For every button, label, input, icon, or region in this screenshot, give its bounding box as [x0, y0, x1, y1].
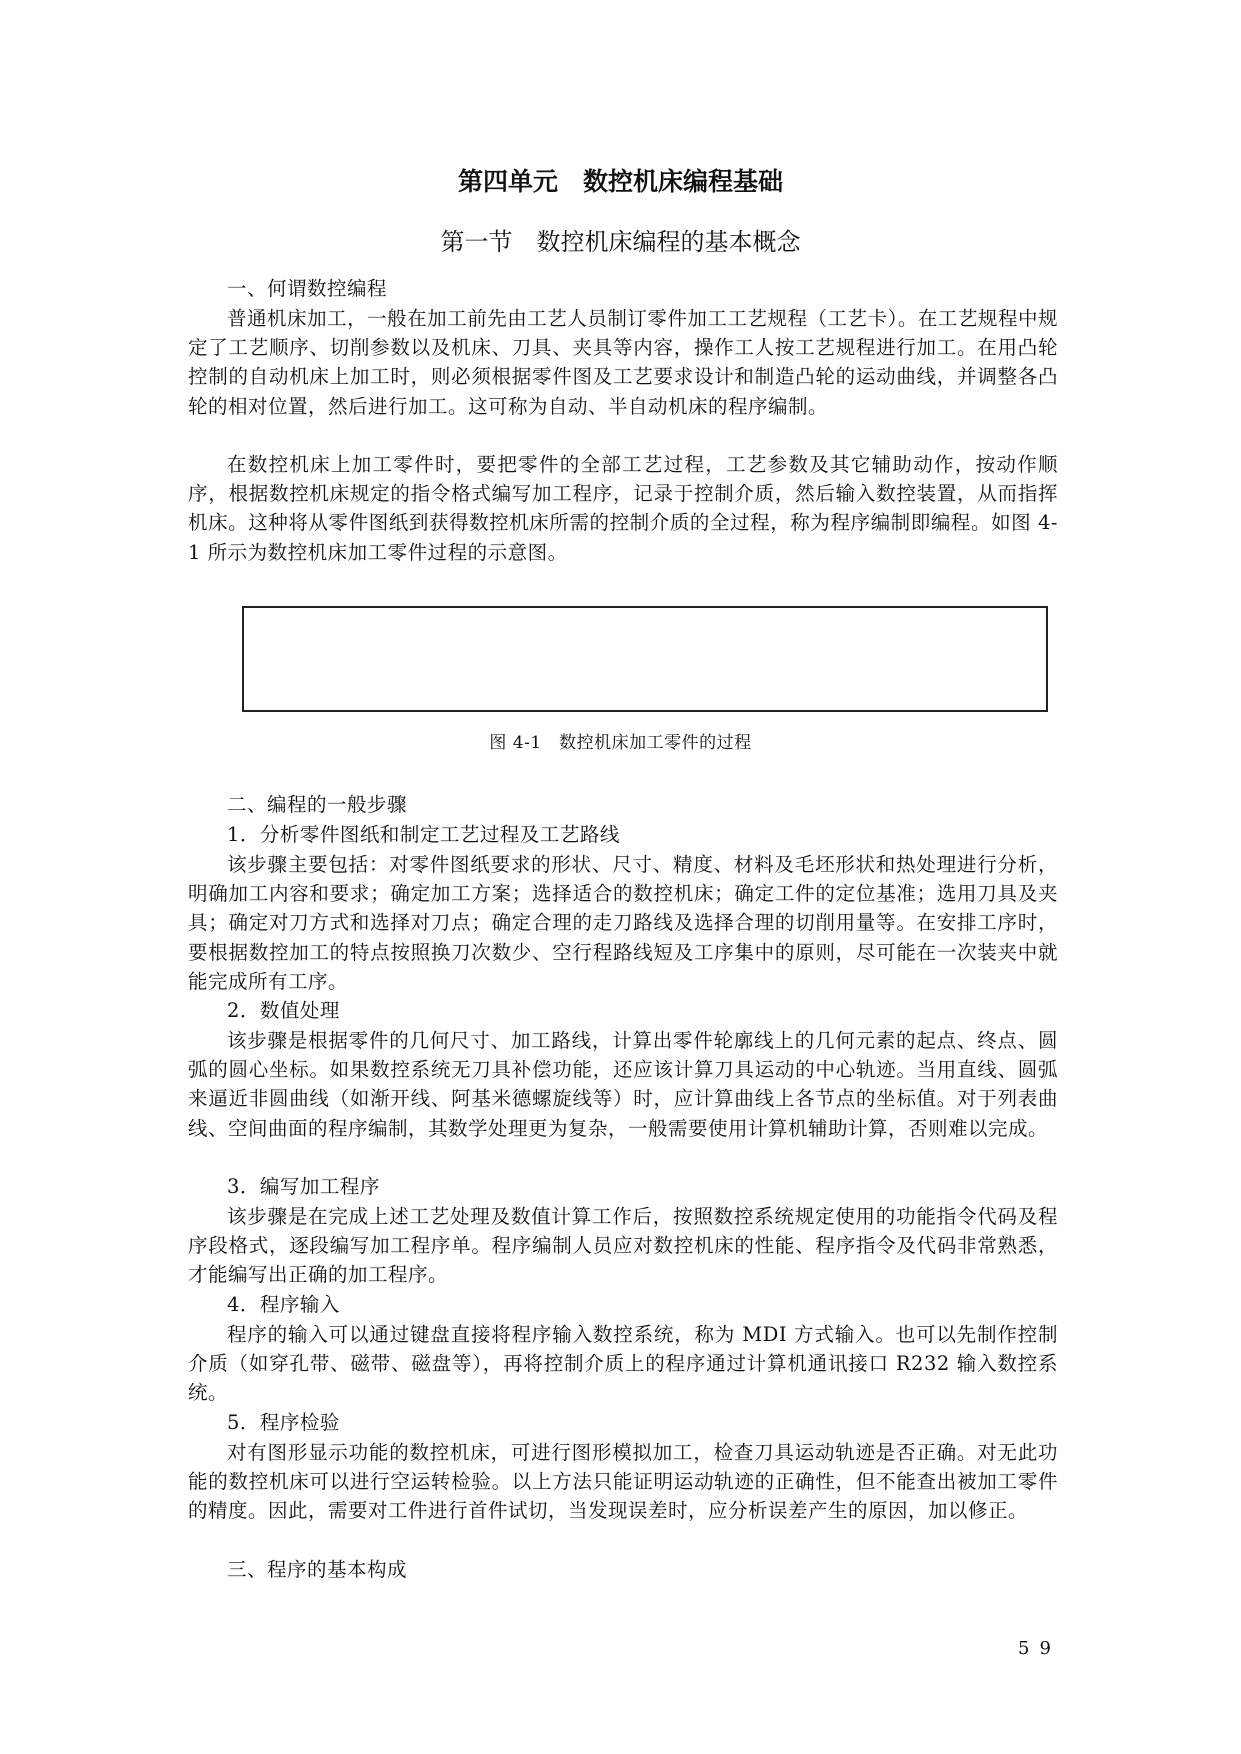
- figure-caption: 图 4-1 数控机床加工零件的过程: [489, 733, 752, 753]
- step-2-title: 2．数值处理: [227, 999, 340, 1022]
- heading-general-steps: 二、编程的一般步骤: [227, 793, 408, 816]
- step-5-title: 5．程序检验: [227, 1411, 340, 1434]
- step-3-title: 3．编写加工程序: [227, 1175, 380, 1198]
- unit-title: 第四单元 数控机床编程基础: [457, 167, 783, 196]
- step-3-body: 该步骤是在完成上述工艺处理及数值计算工作后，按照数控系统规定使用的功能指令代码及程序段格式，逐段编写加工程序单。程序编制人员应对数控机床的性能、程序指令及代码非常熟悉，才能编写出正确的加工程序。: [188, 1205, 1058, 1287]
- section-title: 第一节 数控机床编程的基本概念: [440, 228, 801, 256]
- step-2-body: 该步骤是根据零件的几何尺寸、加工路线，计算出零件轮廓线上的几何元素的起点、终点、圆弧的圆心坐标。如果数控系统无刀具补偿功能，还应该计算刀具运动的中心轨迹。当用直线、圆弧来逼近非圆曲线（如渐开线、阿基米德螺旋线等）时，应计算曲线上各节点的坐标值。对于列表曲线、空间曲面的程序编制，其数学处理更为复杂，一般需要使用计算机辅助计算，否则难以完成。: [188, 1029, 1058, 1140]
- step-1-title: 1．分析零件图纸和制定工艺过程及工艺路线: [227, 823, 620, 846]
- paragraph-conventional-machining: 普通机床加工，一般在加工前先由工艺人员制订零件加工工艺规程（工艺卡）。在工艺规程中规定了工艺顺序、切削参数以及机床、刀具、夹具等内容，操作工人按工艺规程进行加工。在用凸轮控制的自动机床上加工时，则必须根据零件图及工艺要求设计和制造凸轮的运动曲线，并调整各凸轮的相对位置，然后进行加工。这可称为自动、半自动机床的程序编制。: [188, 307, 1058, 418]
- step-1-body: 该步骤主要包括：对零件图纸要求的形状、尺寸、精度、材料及毛坯形状和热处理进行分析，明确加工内容和要求；确定加工方案；选择适合的数控机床；确定工件的定位基准；选用刀具及夹具；确定对刀方式和选择对刀点；确定合理的走刀路线及选择合理的切削用量等。在安排工序时，要根据数控加工的特点按照换刀次数少、空行程路线短及工序集中的原则，尽可能在一次装夹中就能完成所有工序。: [188, 853, 1058, 993]
- page-number: 59: [1018, 1638, 1061, 1659]
- figure-4-1-placeholder: [242, 606, 1048, 712]
- step-5-body: 对有图形显示功能的数控机床，可进行图形模拟加工，检查刀具运动轨迹是否正确。对无此功能的数控机床可以进行空运转检验。以上方法只能证明运动轨迹的正确性，但不能查出被加工零件的精度。因此，需要对工件进行首件试切，当发现误差时，应分析误差产生的原因，加以修正。: [188, 1441, 1058, 1523]
- step-4-title: 4．程序输入: [227, 1293, 340, 1316]
- paragraph-nc-machining: 在数控机床上加工零件时，要把零件的全部工艺过程，工艺参数及其它辅助动作，按动作顺序，根据数控机床规定的指令格式编写加工程序，记录于控制介质，然后输入数控装置，从而指挥机床。这种将从零件图纸到获得数控机床所需的控制介质的全过程，称为程序编制即编程。如图 4-1 所示为数控机床加工零件过程的示意图。: [188, 453, 1058, 564]
- heading-what-is-nc-programming: 一、何谓数控编程: [227, 277, 388, 300]
- heading-program-structure: 三、程序的基本构成: [227, 1558, 408, 1581]
- step-4-body: 程序的输入可以通过键盘直接将程序输入数控系统，称为 MDI 方式输入。也可以先制作控制介质（如穿孔带、磁带、磁盘等），再将控制介质上的程序通过计算机通讯接口 R232 输入数控系统。: [188, 1323, 1058, 1405]
